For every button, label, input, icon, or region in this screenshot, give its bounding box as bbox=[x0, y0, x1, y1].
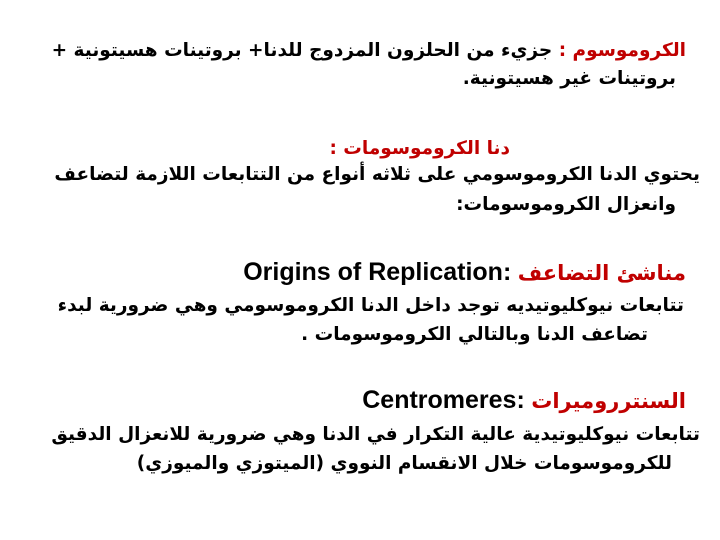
origins-term-arabic: مناشئ التضاعف bbox=[517, 261, 686, 285]
chromosome-definition-text: جزيء من الحلزون المزدوج للدنا+ بروتينات هسيتونية + bbox=[51, 40, 553, 61]
chromosome-definition-line-2: بروتينات غير هسيتونية. bbox=[462, 68, 676, 89]
chromosomal-dna-line-1: يحتوي الدنا الكروموسومي على ثلاثه أنواع من التتابعات اللازمة لتضاعف bbox=[54, 164, 700, 185]
chromosomal-dna-heading: دنا الكروموسومات : bbox=[329, 138, 510, 159]
centromeres-term-english: Centromeres: bbox=[362, 386, 525, 414]
chromosome-term: الكروموسوم : bbox=[558, 40, 686, 61]
chromosome-definition-line-1 bbox=[52, 42, 686, 61]
centromeres-line-2: للكروموسومات خلال الانقسام النووي (الميتوزي والميوزي) bbox=[136, 453, 672, 474]
origins-term-english: Origins of Replication: bbox=[243, 258, 512, 286]
centromeres-heading bbox=[362, 388, 686, 413]
chromosomal-dna-line-2: وانعزال الكروموسومات: bbox=[456, 194, 676, 215]
centromeres-term-arabic: السنترروميرات bbox=[531, 389, 686, 413]
centromeres-line-1: تتابعات نيوكليوتيدية عالية التكرار في الدنا وهي ضرورية للانعزال الدقيق bbox=[51, 424, 700, 445]
origins-line-1: تتابعات نيوكليوتيديه توجد داخل الدنا الكروموسومي وهي ضرورية لبدء bbox=[57, 295, 684, 316]
origins-line-2: تضاعف الدنا وبالتالي الكروموسومات . bbox=[301, 324, 648, 345]
origins-heading bbox=[243, 260, 686, 285]
